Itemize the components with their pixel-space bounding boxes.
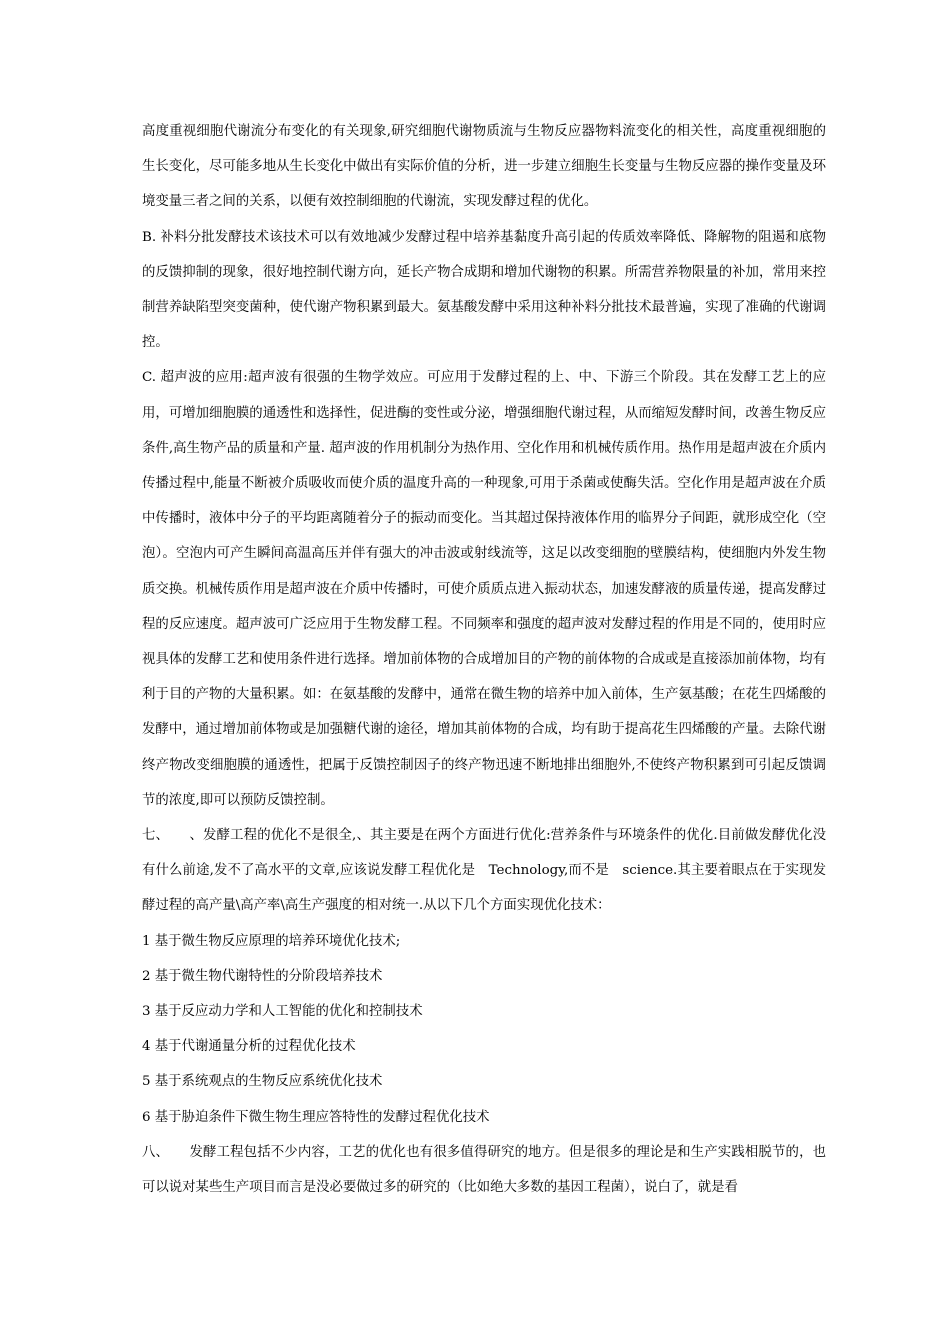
paragraph-fed-batch: B. 补料分批发酵技术该技术可以有效地减少发酵过程中培养基黏度升高引起的传质效率降低、降解物的阻遏和底物的反馈抑制的现象，很好地控制代谢方向，延长产物合成期和增加代谢物的积累。所需营养物限量的补加，常用来控制营养缺陷型突变菌种，使代谢产物积累到最大。氨基酸发酵中采用这种补料分批技术最普遍，实现了准确的代谢调控。 [142,229,826,351]
list-item: 3 基于反应动力学和人工智能的优化和控制技术 [142,1004,423,1020]
list-item: 6 基于胁迫条件下微生物生理应答特性的发酵过程优化技术 [142,1109,490,1125]
paragraph-section-eight: 八、 发酵工程包括不少内容，工艺的优化也有很多值得研究的地方。但是很多的理论是和生产实践相脱节的，也可以说对某些生产项目而言是没必要做过多的研究的（比如绝大多数的基因工程菌），说白了，就是看 [142,1144,826,1196]
list-item: 4 基于代谢通量分析的过程优化技术 [142,1039,356,1055]
paragraph-ultrasound: C. 超声波的应用:超声波有很强的生物学效应。可应用于发酵过程的上、中、下游三个阶段。其在发酵工艺上的应用，可增加细胞膜的通透性和选择性，促进酶的变性或分泌，增强细胞代谢过程，从而缩短发酵时间，改善生物反应条件,高生物产品的质量和产量. 超声波的作用机制分为热作用、空化作用和机械传质作用。热作用是超声波在介质内传播过程中,能量不断被介质吸收而使介质的温度升高的一种现象,可用于杀菌或使酶失活。空化作用是超声波在介质中传播时，液体中分子的平均距离随着分子的振动而变化。当其超过保持液体作用的临界分子间距，就形成空化（空泡）。空泡内可产生瞬间高温高压并伴有强大的冲击波或射线流等，这足以改变细胞的壁膜结构，使细胞内外发生物质交换。机械传质作用是超声波在介质中传播时，可使介质质点进入振动状态，加速发酵液的质量传递，提高发酵过程的反应速度。超声波可广泛应用于生物发酵工程。不同频率和强度的超声波对发酵过程的作用是不同的，使用时应视具体的发酵工艺和使用条件进行选择。增加前体物的合成增加目的产物的前体物的合成或是直接添加前体物，均有利于目的产物的大量积累。如：在氨基酸的发酵中，通常在微生物的培养中加入前体，生产氨基酸；在花生四烯酸的发酵中，通过增加前体物或是加强糖代谢的途径，增加其前体物的合成，均有助于提高花生四烯酸的产量。去除代谢终产物改变细胞膜的通透性，把属于反馈控制因子的终产物迅速不断地排出细胞外,不使终产物积累到可引起反馈调节的浓度,即可以预防反馈控制。 [142,370,826,808]
list-item: 2 基于微生物代谢特性的分阶段培养技术 [142,968,383,984]
paragraph-metabolic-flux: 高度重视细胞代谢流分布变化的有关现象,研究细胞代谢物质流与生物反应器物料流变化的相关性，高度重视细胞的生长变化，尽可能多地从生长变化中做出有实际价值的分析，进一步建立细胞生长变量与生物反应器的操作变量及环境变量三者之间的关系，以便有效控制细胞的代谢流，实现发酵过程的优化。 [142,124,826,210]
paragraph-section-seven: 七、 、发酵工程的优化不是很全,、其主要是在两个方面进行优化:营养条件与环境条件的优化.目前做发酵优化没有什么前途,发不了高水平的文章,应该说发酵工程优化是 Technology,而不是 science.其主要着眼点在于实现发酵过程的高产量\高产率\高生产强度的相对统一.从以下几个方面实现优化技术： [142,828,826,914]
list-item: 1 基于微生物反应原理的培养环境优化技术; [142,933,401,949]
list-item: 5 基于系统观点的生物反应系统优化技术 [142,1074,383,1090]
document-page [142,114,826,1205]
